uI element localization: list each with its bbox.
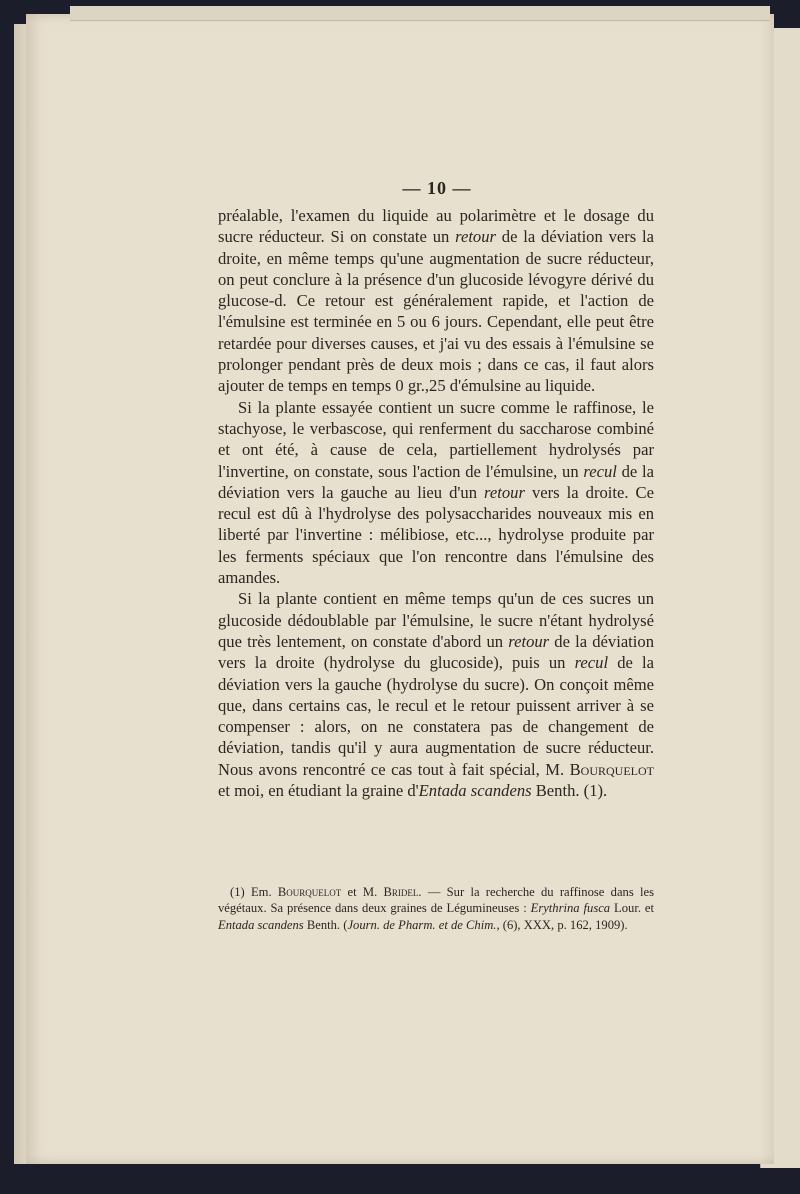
small-caps-name: Bourquelot xyxy=(277,885,342,899)
text-run: préalable, l'examen du liquide au polarimètre et le dosage du sucre réducteur. Si on constate un xyxy=(218,206,654,247)
page-top-strip xyxy=(70,6,770,21)
italic-text: Journ. de Pharm. et de Chim. xyxy=(347,917,497,932)
italic-text: Erythrina fusca xyxy=(530,901,611,916)
footnote xyxy=(218,884,654,933)
italic-text: Entada scandens xyxy=(218,917,304,932)
text-run: Benth. ( xyxy=(303,917,348,932)
text-run: Si la plante essayée contient un sucre comme le raffinose, le stachyose, le verbascose, qui renferment du saccharose combiné et ont été, à cause de cela, partiellement hydrolysés par l'invertine, on constate, sous l'action de l'émulsine, un xyxy=(218,397,654,481)
text-run: (1) Em. xyxy=(230,885,278,899)
text-run: Benth. (1). xyxy=(531,781,608,801)
italic-text: retour xyxy=(484,482,525,502)
page-number: — 10 — xyxy=(402,178,472,198)
italic-text: recul xyxy=(574,653,609,673)
paragraph-3 xyxy=(218,588,654,801)
paragraph-2 xyxy=(218,397,654,589)
text-run: de la déviation vers la gauche au lieu d'un xyxy=(218,461,655,502)
text-run: et moi, en étudiant la graine d' xyxy=(218,781,419,801)
italic-text: retour xyxy=(508,631,550,651)
text-run: , (6), XXX, p. 162, 1909). xyxy=(496,917,628,932)
text-run: de la déviation vers la gauche (hydrolyse du sucre). On conçoit même que, dans certains cas, le recul et le retour puissent arriver à se compenser : alors, on ne constatera pas de changement de déviation, tandis qu'il y aura augmentation de sucre réducteur. Nous avons rencontré ce cas tout à fait spécial, M. xyxy=(218,653,654,779)
paragraph-1 xyxy=(218,205,654,397)
text-run: de la déviation vers la droite, en même temps qu'une augmentation de sucre réducteur, on peut conclure à la présence d'un glucoside lévogyre dérivé du glucose-d. Ce retour est généralement rapide, et l'action de l'émulsine est terminée en 5 ou 6 jours. Cependant, elle peut être retardée pour diverses causes, et j'ai vu des essais à l'émulsine se prolonger pendant près de deux mois ; dans ce cas, il faut alors ajouter de temps en temps 0 gr.,25 d'émulsine au liquide. xyxy=(218,227,655,396)
text-run: . — Sur la recherche du raffinose dans les végétaux. Sa présence dans deux graines de Légumineuses : xyxy=(218,885,654,916)
italic-text: Entada scandens xyxy=(418,781,532,801)
text-run: et M. xyxy=(341,885,384,899)
body-text xyxy=(218,205,654,801)
text-run: Si la plante contient en même temps qu'un de ces sucres un glucoside dédoublable par l'émulsine, le sucre n'étant hydrolysé que très lentement, on constate d'abord un xyxy=(218,589,654,651)
small-caps-name: Bourquelot xyxy=(569,759,654,779)
text-run: de la déviation vers la droite (hydrolyse du glucoside), puis un xyxy=(218,631,654,673)
text-run: vers la droite. Ce recul est dû à l'hydrolyse des polysaccharides nouveaux mis en liberté par l'invertine : mélibiose, etc..., hydrolyse produite par les ferments spéciaux que l'on rencontre dans l'émulsine des amandes. xyxy=(218,482,654,588)
small-caps-name: Bridel xyxy=(383,885,419,899)
italic-text: recul xyxy=(583,461,617,481)
text-run: Lour. et xyxy=(610,901,654,916)
footnote-text xyxy=(218,884,654,933)
italic-text: retour xyxy=(455,227,496,247)
